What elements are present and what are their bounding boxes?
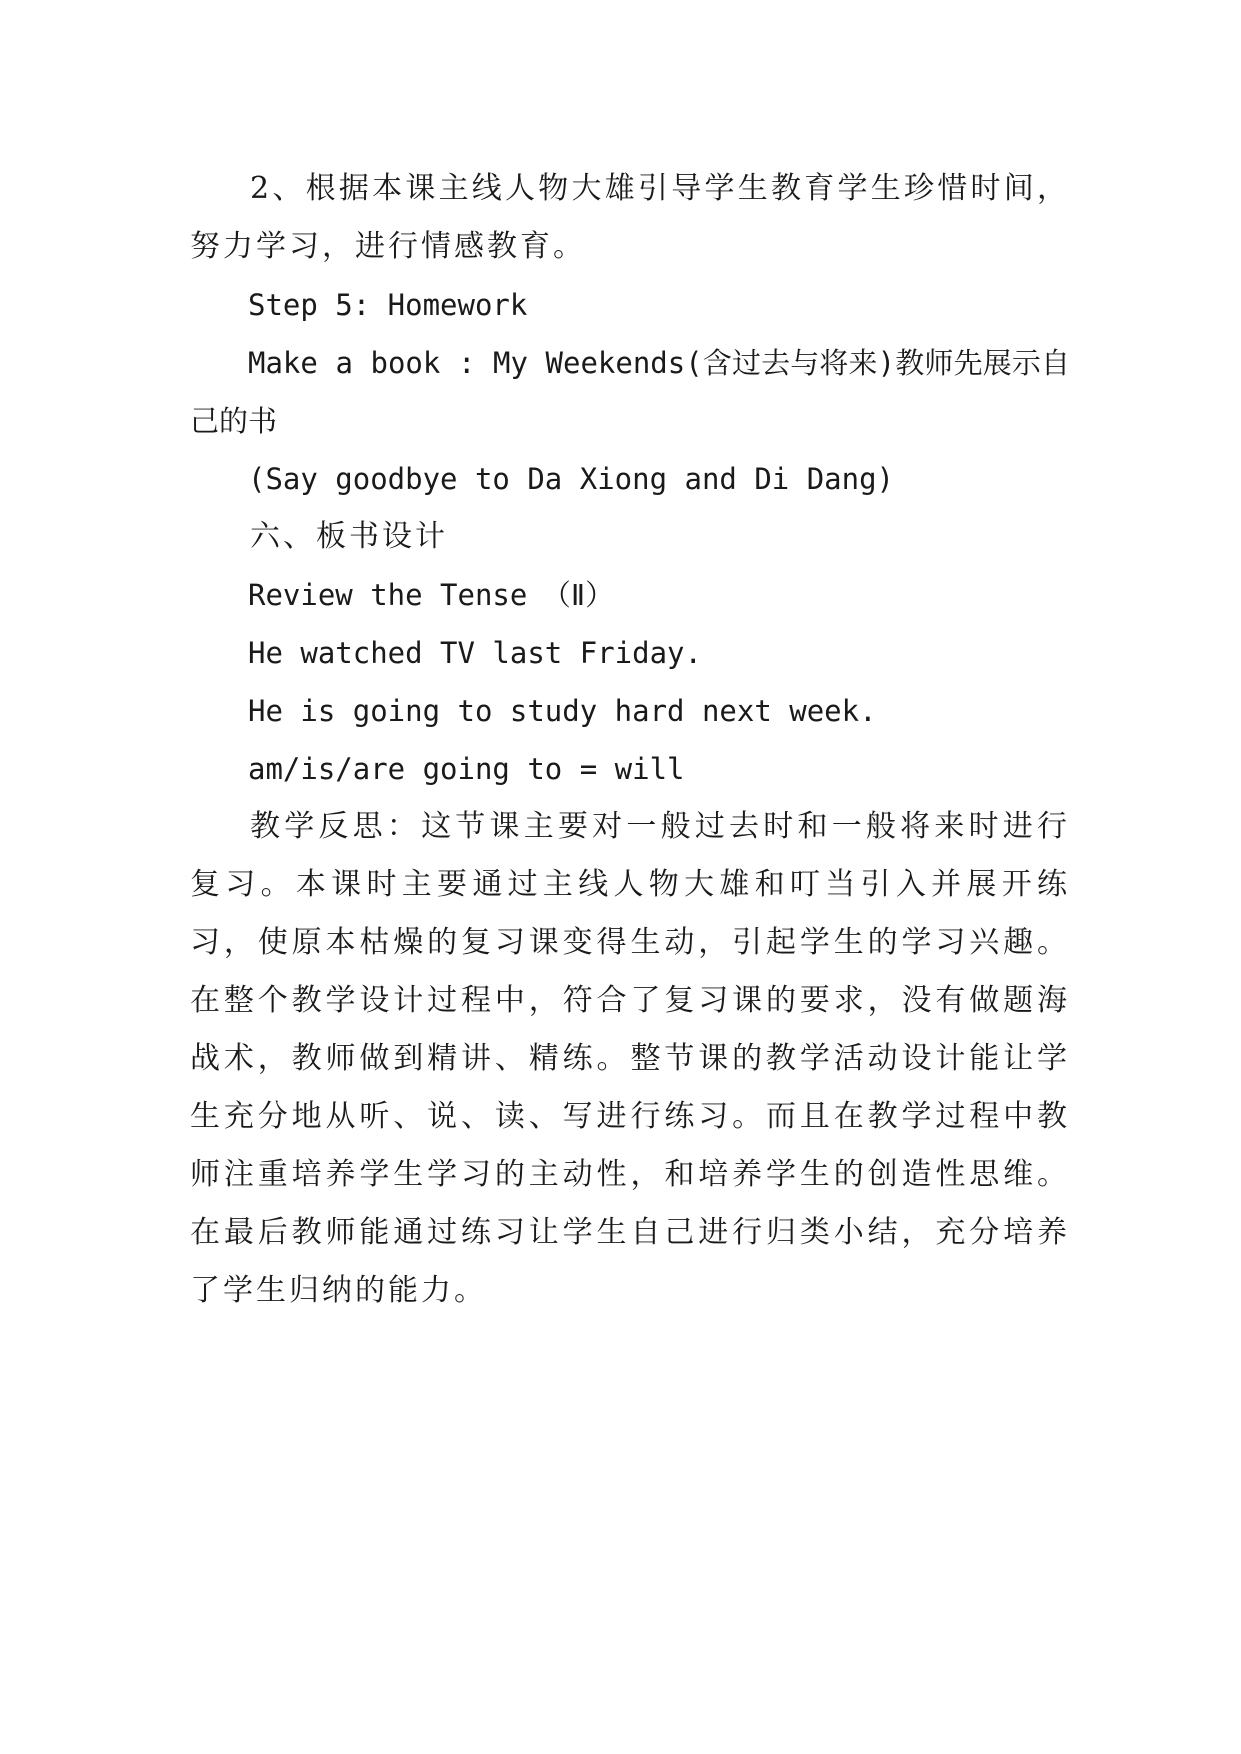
paragraph-say-goodbye: (Say goodbye to Da Xiong and Di Dang) — [248, 462, 895, 496]
paragraph-example-past: He watched TV last Friday. — [248, 636, 702, 670]
paragraph-going-to-will: am/is/are going to = will — [248, 752, 685, 786]
paragraph-make-a-book: Make a book : My Weekends(含过去与将来)教师先展示自己的书 — [190, 346, 1071, 438]
paragraph-review-tense: Review the Tense （Ⅱ） — [248, 578, 615, 612]
paragraph-example-future: He is going to study hard next week. — [248, 694, 877, 728]
document-page — [190, 160, 1070, 1320]
paragraph-step5-heading: Step 5: Homework — [248, 288, 528, 322]
paragraph-board-design-heading: 六、板书设计 — [250, 519, 448, 554]
paragraph-emotional-education: 2、根据本课主线人物大雄引导学生教育学生珍惜时间，努力学习，进行情感教育。 — [190, 171, 1070, 264]
paragraph-teaching-reflection: 教学反思：这节课主要对一般过去时和一般将来时进行复习。本课时主要通过主线人物大雄和叮当引入并展开练习，使原本枯燥的复习课变得生动，引起学生的学习兴趣。在整个教学设计过程中，符合了复习课的要求，没有做题海战术，教师做到精讲、精练。整节课的教学活动设计能让学生充分地从听、说、读、写进行练习。而且在教学过程中教师注重培养学生学习的主动性，和培养学生的创造性思维。在最后教师能通过练习让学生自己进行归类小结，充分培养了学生归纳的能力。 — [190, 809, 1070, 1308]
